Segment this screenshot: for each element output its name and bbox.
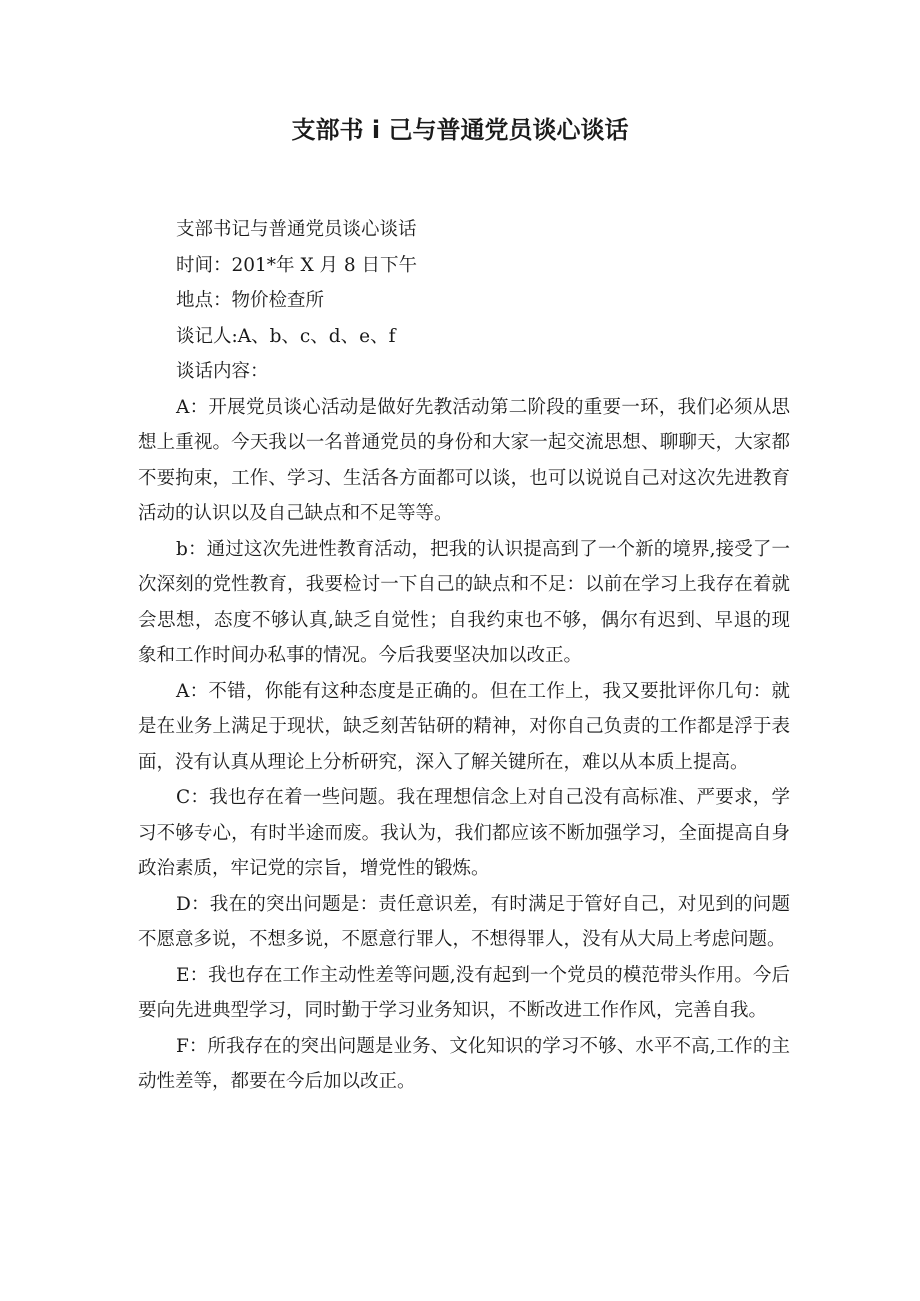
paragraph-a-critique: A：不错，你能有这种态度是正确的。但在工作上，我又要批评你几句：就是在业务上满足于现状，缺乏刻苦钻研的精神，对你自己负责的工作都是浮于表面，没有认真从理论上分析研究，深入了解关键所在，难以从本质上提高。 bbox=[138, 680, 790, 773]
paragraph-c: C：我也存在着一些问题。我在理想信念上对自己没有高标准、严要求，学习不够专心，有时半途而废。我认为，我们都应该不断加强学习，全面提高自身政治素质，牢记党的宗旨，增党性的锻炼。 bbox=[138, 787, 790, 879]
time-line: 时间：201*年 X 月 8 日下午 bbox=[176, 254, 418, 276]
participants-line: 谈记人:A、b、c、d、e、f bbox=[176, 325, 396, 347]
location-line: 地点：物价检查所 bbox=[176, 290, 325, 311]
paragraph-f: F：所我存在的突出问题是业务、文化知识的学习不够、水平不高,工作的主动性差等，都要在今后加以改正。 bbox=[138, 1035, 790, 1092]
document-title: 支部书 i 己与普通党员谈心谈话 bbox=[291, 116, 629, 144]
paragraph-a-intro: A：开展党员谈心活动是做好先教活动第二阶段的重要一环，我们必须从思想上重视。今天我以一名普通党员的身份和大家一起交流思想、聊聊天，大家都不要拘束，工作、学习、生活各方面都可以谈，也可以说说自己对这次先进教育活动的认识以及自己缺点和不足等等。 bbox=[138, 396, 790, 524]
subtitle-line: 支部书记与普通党员谈心谈话 bbox=[176, 219, 417, 240]
paragraph-d: D：我在的突出问题是：责任意识差，有时满足于管好自己，对见到的问题不愿意多说，不想多说，不愿意行罪人，不想得罪人，没有从大局上考虑问题。 bbox=[138, 893, 790, 950]
content-label-line: 谈话内容： bbox=[176, 361, 269, 382]
paragraph-e: E：我也存在工作主动性差等问题,没有起到一个党员的模范带头作用。今后要向先进典型学习，同时勤于学习业务知识，不断改进工作作风，完善自我。 bbox=[138, 964, 790, 1021]
document-body bbox=[138, 212, 790, 1100]
paragraph-b: b：通过这次先进性教育活动，把我的认识提高到了一个新的境界,接受了一次深刻的党性教育，我要检讨一下自己的缺点和不足：以前在学习上我存在着就会思想，态度不够认真,缺乏自觉性；自我约束也不够，偶尔有迟到、早退的现象和工作时间办私事的情况。今后我要坚决加以改正。 bbox=[138, 538, 790, 666]
